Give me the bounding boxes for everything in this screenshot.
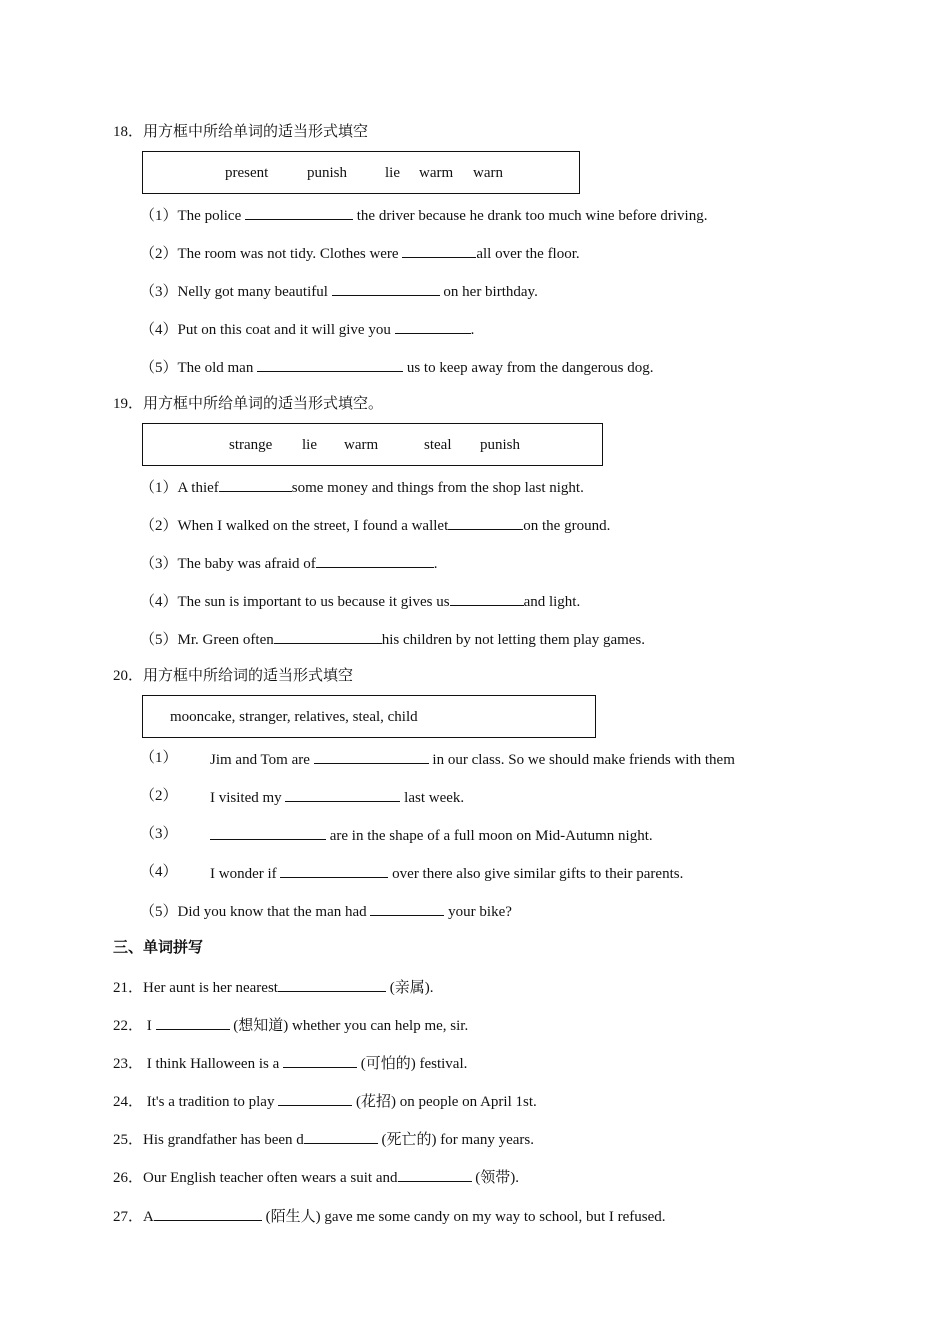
answer-blank[interactable] [398, 1166, 472, 1182]
q24: 24． It's a tradition to play (花招) on people on April 1st. [113, 1090, 537, 1112]
q20-item-2: （2） [140, 788, 178, 804]
answer-blank[interactable] [257, 356, 403, 372]
answer-blank[interactable] [448, 514, 523, 530]
q20-item-1: （1） [140, 750, 178, 766]
q19-word: lie [302, 437, 317, 453]
q19-word-box [142, 423, 603, 466]
q20-item-1-text: Jim and Tom are in our class. So we should make friends with them [210, 748, 735, 770]
q18-item-3: （3）Nelly got many beautiful on her birthday. [140, 280, 538, 302]
section-3-heading: 三、单词拼写 [113, 940, 204, 956]
q20-item-3-text: are in the shape of a full moon on Mid-Autumn night. [210, 824, 653, 846]
q20-item-3: （3） [140, 826, 178, 842]
answer-blank[interactable] [274, 628, 382, 644]
q20-word-box [142, 695, 596, 738]
q19-item-5: （5）Mr. Green often his children by not letting them play games. [140, 628, 645, 650]
q18-heading: 18．用方框中所给单词的适当形式填空 [113, 124, 369, 140]
q20-item-4-text: I wonder if over there also give similar gifts to their parents. [210, 862, 683, 884]
answer-blank[interactable] [314, 748, 429, 764]
q21: 21．Her aunt is her nearest (亲属). [113, 976, 433, 998]
q20-item-2-text: I visited my last week. [210, 786, 464, 808]
answer-blank[interactable] [219, 476, 292, 492]
q18-word: present [225, 165, 269, 181]
answer-blank[interactable] [156, 1014, 230, 1030]
q18-word: warn [473, 165, 503, 181]
answer-blank[interactable] [283, 1052, 357, 1068]
q18-word: lie [385, 165, 400, 181]
answer-blank[interactable] [154, 1205, 262, 1221]
q18-item-2: （2）The room was not tidy. Clothes were all over the floor. [140, 242, 580, 264]
q18-item-1: （1）The police the driver because he drank too much wine before driving. [140, 204, 707, 226]
q25: 25．His grandfather has been d (死亡的) for many years. [113, 1128, 534, 1150]
answer-blank[interactable] [278, 1090, 352, 1106]
q19-word: strange [229, 437, 273, 453]
answer-blank[interactable] [285, 786, 400, 802]
answer-blank[interactable] [395, 318, 471, 334]
q20-item-4: （4） [140, 864, 178, 880]
q19-item-3: （3）The baby was afraid of . [140, 552, 438, 574]
q18-word: warm [419, 165, 454, 181]
q20-word-list: mooncake, stranger, relatives, steal, child [170, 709, 418, 725]
q19-word: warm [344, 437, 379, 453]
q18-item-5: （5）The old man us to keep away from the dangerous dog. [140, 356, 653, 378]
answer-blank[interactable] [332, 280, 440, 296]
answer-blank[interactable] [402, 242, 476, 258]
answer-blank[interactable] [210, 824, 326, 840]
q27: 27．A (陌生人) gave me some candy on my way to school, but I refused. [113, 1205, 666, 1227]
answer-blank[interactable] [304, 1128, 378, 1144]
q18-item-4: （4）Put on this coat and it will give you . [140, 318, 474, 340]
q19-item-4: （4）The sun is important to us because it gives us and light. [140, 590, 580, 612]
q19-item-2: （2）When I walked on the street, I found a wallet on the ground. [140, 514, 610, 536]
q26: 26．Our English teacher often wears a suit and (领带). [113, 1166, 519, 1188]
q19-word: steal [424, 437, 452, 453]
q22: 22． I (想知道) whether you can help me, sir. [113, 1014, 468, 1036]
q20-heading: 20．用方框中所给词的适当形式填空 [113, 668, 354, 684]
q18-word-box [142, 151, 580, 194]
q19-heading: 19．用方框中所给单词的适当形式填空。 [113, 396, 384, 412]
q18-word: punish [307, 165, 348, 181]
answer-blank[interactable] [450, 590, 524, 606]
answer-blank[interactable] [316, 552, 434, 568]
q19-item-1: （1）A thief some money and things from the shop last night. [140, 476, 584, 498]
q23: 23． I think Halloween is a (可怕的) festival. [113, 1052, 467, 1074]
answer-blank[interactable] [370, 900, 444, 916]
q19-word: punish [480, 437, 521, 453]
q20-item-5: （5）Did you know that the man had your bike? [140, 900, 512, 922]
answer-blank[interactable] [280, 862, 388, 878]
answer-blank[interactable] [278, 976, 386, 992]
answer-blank[interactable] [245, 204, 353, 220]
